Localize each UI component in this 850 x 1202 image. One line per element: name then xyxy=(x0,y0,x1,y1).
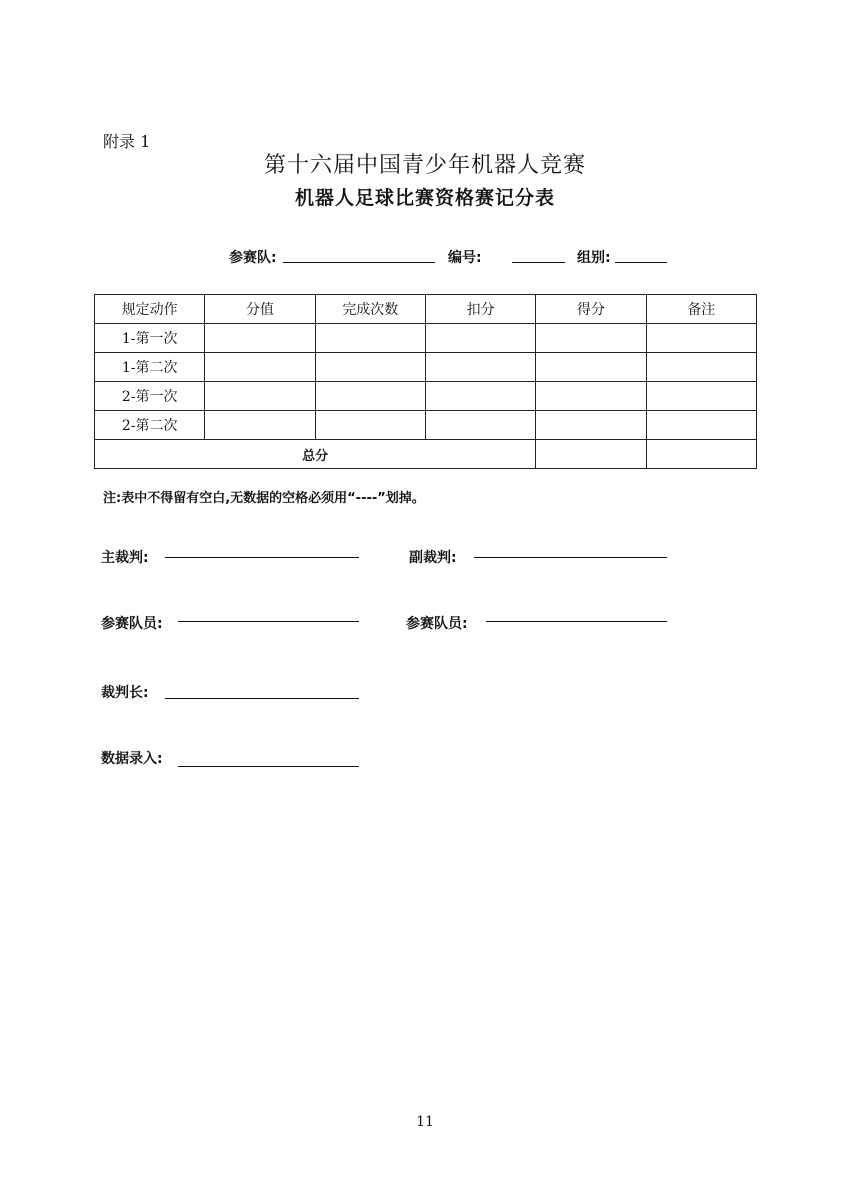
table-row xyxy=(95,411,757,440)
table-cell[interactable] xyxy=(536,324,646,353)
table-header-row xyxy=(95,295,757,324)
table-cell[interactable] xyxy=(315,411,425,440)
column-header: 规定动作 xyxy=(95,295,205,324)
table-cell[interactable] xyxy=(315,324,425,353)
total-remark-cell[interactable] xyxy=(646,440,756,469)
deputy-referee-field[interactable] xyxy=(474,557,667,558)
table-cell[interactable] xyxy=(536,382,646,411)
number-field[interactable] xyxy=(512,262,565,263)
team-field[interactable] xyxy=(283,262,435,263)
table-note: 注:表中不得留有空白,无数据的空格必须用“----”划掉。 xyxy=(103,491,425,506)
table-cell[interactable] xyxy=(205,353,315,382)
group-field[interactable] xyxy=(615,262,667,263)
column-header: 完成次数 xyxy=(315,295,425,324)
table-cell[interactable] xyxy=(315,353,425,382)
table-cell[interactable] xyxy=(646,324,756,353)
row-label: 1-第二次 xyxy=(95,353,205,382)
column-header: 分值 xyxy=(205,295,315,324)
total-row xyxy=(95,440,757,469)
row-label: 2-第二次 xyxy=(95,411,205,440)
group-label: 组别: xyxy=(577,250,611,266)
team-member-1-label: 参赛队员: xyxy=(101,616,163,632)
team-member-2-label: 参赛队员: xyxy=(406,616,468,632)
table-row xyxy=(95,382,757,411)
chief-referee-label: 主裁判: xyxy=(101,550,149,566)
table-cell[interactable] xyxy=(425,382,535,411)
chief-referee-field[interactable] xyxy=(165,557,359,558)
table-cell[interactable] xyxy=(205,382,315,411)
table-cell[interactable] xyxy=(205,411,315,440)
team-member-1-field[interactable] xyxy=(178,621,359,622)
page-subtitle: 机器人足球比赛资格赛记分表 xyxy=(294,187,555,209)
page-number: 11 xyxy=(416,1114,434,1130)
table-cell[interactable] xyxy=(536,353,646,382)
appendix-label: 附录 1 xyxy=(103,132,151,151)
total-label: 总分 xyxy=(95,440,536,469)
column-header: 备注 xyxy=(646,295,756,324)
row-label: 2-第一次 xyxy=(95,382,205,411)
table-cell[interactable] xyxy=(425,324,535,353)
page-title: 第十六届中国青少年机器人竞赛 xyxy=(263,153,586,178)
table-cell[interactable] xyxy=(646,353,756,382)
table-row xyxy=(95,353,757,382)
table-cell[interactable] xyxy=(646,411,756,440)
table-row xyxy=(95,324,757,353)
total-score-cell[interactable] xyxy=(536,440,646,469)
head-referee-label: 裁判长: xyxy=(101,685,149,701)
column-header: 得分 xyxy=(536,295,646,324)
head-referee-field[interactable] xyxy=(165,698,359,699)
team-member-2-field[interactable] xyxy=(486,621,667,622)
table-cell[interactable] xyxy=(425,353,535,382)
table-cell[interactable] xyxy=(536,411,646,440)
table-cell[interactable] xyxy=(315,382,425,411)
row-label: 1-第一次 xyxy=(95,324,205,353)
table-cell[interactable] xyxy=(425,411,535,440)
number-label: 编号: xyxy=(448,250,482,266)
column-header: 扣分 xyxy=(425,295,535,324)
data-entry-label: 数据录入: xyxy=(101,751,163,767)
table-cell[interactable] xyxy=(646,382,756,411)
deputy-referee-label: 副裁判: xyxy=(409,550,457,566)
table-cell[interactable] xyxy=(205,324,315,353)
data-entry-field[interactable] xyxy=(178,766,359,767)
score-table xyxy=(94,294,757,469)
team-label: 参赛队: xyxy=(229,250,277,266)
